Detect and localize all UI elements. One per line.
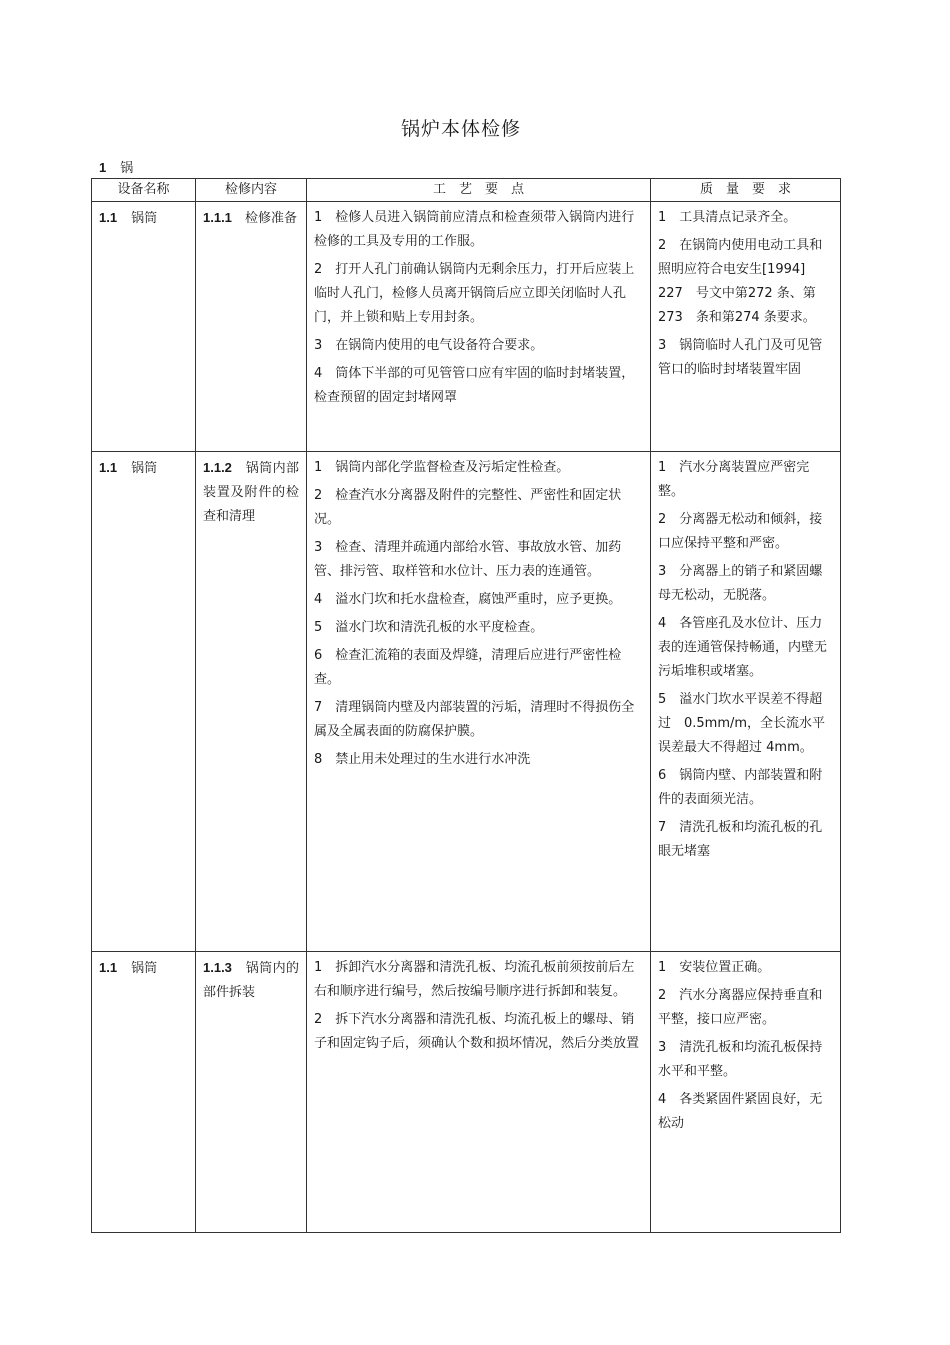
list-item: 2 打开人孔门前确认锅筒内无剩余压力，打开后应装上临时人孔门，检修人员离开锅筒后应立即关闭临时人孔门，并上锁和贴上专用封条。 <box>314 262 635 325</box>
section-label: 锅 <box>120 161 134 176</box>
list-item: 4 各类紧固件紧固良好，无松动 <box>658 1092 823 1131</box>
header-process-points: 工 艺 要 点 <box>307 179 651 202</box>
document-title: 锅炉本体检修 <box>400 118 521 140</box>
list-item: 7 清洗孔板和均流孔板的孔眼无堵塞 <box>658 820 823 859</box>
process-cell <box>307 952 651 1233</box>
content-cell <box>196 952 307 1233</box>
list-item: 3 在锅筒内使用的电气设备符合要求。 <box>314 338 544 353</box>
equipment-number: 1.1 <box>99 210 118 225</box>
quality-cell <box>651 952 841 1233</box>
list-item: 7 清理锅筒内壁及内部装置的污垢，清理时不得损伤全属及全属表面的防腐保护膜。 <box>314 700 635 739</box>
content-text: 锅筒内部装置及附件的检查和清理 <box>203 461 299 524</box>
list-item: 1 检修人员进入锅筒前应清点和检查须带入锅筒内进行检修的工具及专用的工作服。 <box>314 210 635 249</box>
list-item: 1 锅筒内部化学监督检查及污垢定性检查。 <box>314 460 570 475</box>
equipment-name: 锅筒 <box>131 961 158 976</box>
maintenance-table <box>91 178 841 1233</box>
quality-cell <box>651 202 841 452</box>
list-item: 1 拆卸汽水分离器和清洗孔板、均流孔板前须按前后左右和顺序进行编号，然后按编号顺序进行拆卸和装复。 <box>314 960 635 999</box>
list-item: 2 拆下汽水分离器和清洗孔板、均流孔板上的螺母、销子和固定钩子后，须确认个数和损坏情况，然后分类放置 <box>314 1012 640 1051</box>
header-equipment-name: 设备名称 <box>92 179 196 202</box>
table-header-row <box>92 179 841 202</box>
list-item: 2 分离器无松动和倾斜，接口应保持平整和严密。 <box>658 512 823 551</box>
process-cell <box>307 452 651 952</box>
list-item: 4 筒体下半部的可见管管口应有牢固的临时封堵装置，检查预留的固定封堵网罩 <box>314 366 635 405</box>
list-item: 6 检查汇流箱的表面及焊缝，清理后应进行严密性检查。 <box>314 648 622 687</box>
list-item: 3 检查、清理并疏通内部给水管、事故放水管、加药管、排污管、取样管和水位计、压力表的连通管。 <box>314 540 622 579</box>
list-item: 2 在锅筒内使用电动工具和照明应符合电安生[1994] 227 号文中第272 条、第 273 条和第274 条要求。 <box>658 238 829 325</box>
equipment-number: 1.1 <box>99 460 118 475</box>
equipment-cell <box>92 952 196 1233</box>
list-item: 4 各管座孔及水位计、压力表的连通管保持畅通，内壁无污垢堆积或堵塞。 <box>658 616 828 679</box>
equipment-cell <box>92 452 196 952</box>
content-code: 1.1.3 <box>203 960 232 975</box>
list-item: 3 分离器上的销子和紧固螺母无松动，无脱落。 <box>658 564 823 603</box>
section-heading <box>99 157 133 176</box>
content-text: 锅筒内的部件拆装 <box>203 961 299 1000</box>
equipment-number: 1.1 <box>99 960 118 975</box>
content-cell <box>196 452 307 952</box>
list-item: 1 安装位置正确。 <box>658 960 771 975</box>
table-row <box>92 452 841 952</box>
list-item: 4 溢水门坎和托水盘检查，腐蚀严重时，应予更换。 <box>314 592 622 607</box>
list-item: 8 禁止用未处理过的生水进行水冲洗 <box>314 752 531 767</box>
table-row <box>92 952 841 1233</box>
content-code: 1.1.2 <box>203 460 232 475</box>
list-item: 5 溢水门坎和清洗孔板的水平度检查。 <box>314 620 544 635</box>
table-row <box>92 202 841 452</box>
list-item: 5 溢水门坎水平误差不得超过 0.5mm/m，全长流水平误差最大不得超过 4mm。 <box>658 692 826 755</box>
quality-cell <box>651 452 841 952</box>
equipment-name: 锅筒 <box>131 211 158 226</box>
list-item: 1 工具清点记录齐全。 <box>658 210 797 225</box>
content-cell <box>196 202 307 452</box>
equipment-cell <box>92 202 196 452</box>
table-body <box>92 202 841 1233</box>
list-item: 6 锅筒内壁、内部装置和附件的表面须光洁。 <box>658 768 823 807</box>
process-cell <box>307 202 651 452</box>
header-quality-requirements: 质 量 要 求 <box>651 179 841 202</box>
list-item: 1 汽水分离装置应严密完整。 <box>658 460 810 499</box>
equipment-name: 锅筒 <box>131 461 158 476</box>
content-code: 1.1.1 <box>203 210 232 225</box>
list-item: 2 检查汽水分离器及附件的完整性、严密性和固定状况。 <box>314 488 622 527</box>
header-maintenance-content: 检修内容 <box>196 179 307 202</box>
list-item: 3 清洗孔板和均流孔板保持水平和平整。 <box>658 1040 823 1079</box>
list-item: 2 汽水分离器应保持垂直和平整，接口应严密。 <box>658 988 823 1027</box>
section-number: 1 <box>99 160 107 175</box>
content-text: 检修准备 <box>244 211 297 226</box>
list-item: 3 锅筒临时人孔门及可见管管口的临时封堵装置牢固 <box>658 338 823 377</box>
